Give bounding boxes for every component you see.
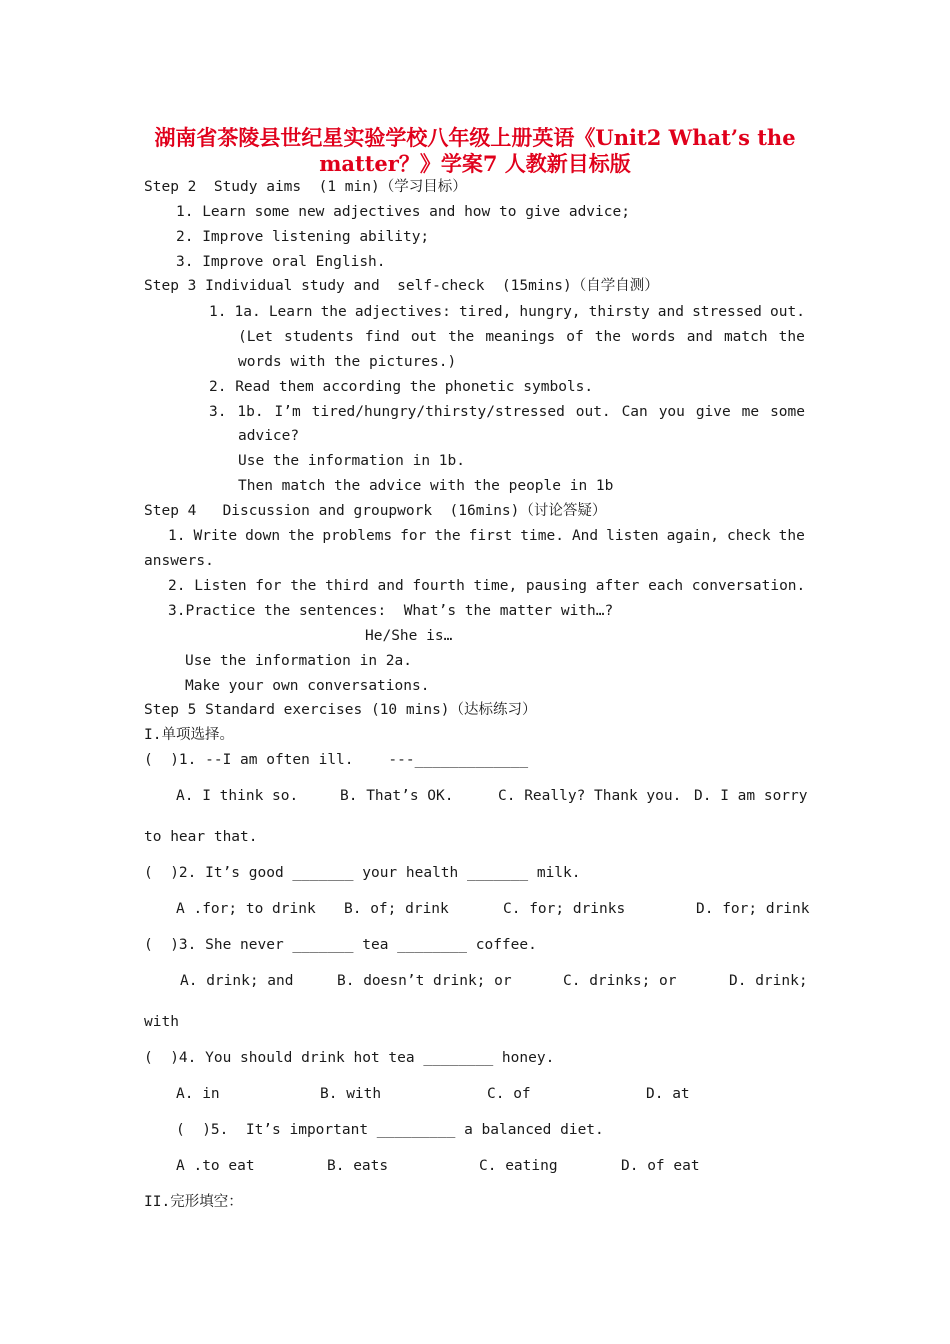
step4-item1-line2: answers. <box>144 553 214 569</box>
q2-option-a: A .for; to drink <box>176 901 316 917</box>
step3-item3-line3: Use the information in 1b. <box>238 453 465 469</box>
q1-option-d: D. I am sorry <box>694 788 808 804</box>
step2-item-2: 2. Improve listening ability; <box>176 229 430 245</box>
q5-option-c: C. eating <box>479 1158 558 1174</box>
q5-option-b: B. eats <box>327 1158 389 1174</box>
section-cloze: II.完形填空： <box>144 1194 243 1210</box>
q1-stem: ( )1. --I am often ill. ---_____________ <box>144 752 529 768</box>
q2-option-c: C. for; drinks <box>503 901 626 917</box>
q5-option-a: A .to eat <box>176 1158 255 1174</box>
q3-stem: ( )3. She never _______ tea ________ coffee. <box>144 937 537 953</box>
step3-item3-line1: 3. 1b. I’m tired/hungry/thirsty/stressed out. Can you give me some <box>209 404 805 420</box>
step4-item3-line4: Make your own conversations. <box>185 678 430 694</box>
q2-option-d: D. for; drink <box>696 901 810 917</box>
q4-option-c: C. of <box>487 1086 531 1102</box>
step3-item3-line2: advice? <box>238 428 300 444</box>
step4-item3-line3: Use the information in 2a. <box>185 653 412 669</box>
q1-option-d-cont: to hear that. <box>144 829 258 845</box>
step2-heading: Step 2 Study aims (1 min)（学习目标） <box>144 179 467 195</box>
q1-option-b: B. That’s OK. <box>340 788 454 804</box>
step4-heading: Step 4 Discussion and groupwork (16mins)（讨论答疑） <box>144 503 607 519</box>
q2-stem: ( )2. It’s good _______ your health _______ milk. <box>144 865 581 881</box>
step3-item1-line1: 1. 1a. Learn the adjectives: tired, hungry, thirsty and stressed out. <box>209 304 805 320</box>
step5-heading: Step 5 Standard exercises (10 mins)（达标练习） <box>144 702 537 718</box>
q4-option-a: A. in <box>176 1086 220 1102</box>
q2-option-b: B. of; drink <box>344 901 449 917</box>
step4-item2: 2. Listen for the third and fourth time, pausing after each conversation. <box>168 578 806 594</box>
title-line-2: matter？》学案7 人教新目标版 <box>319 151 631 176</box>
step3-item1-line3: words with the pictures.) <box>238 354 457 370</box>
q5-stem: ( )5. It’s important _________ a balanced diet. <box>176 1122 604 1138</box>
q3-option-c: C. drinks; or <box>563 973 677 989</box>
q5-option-d: D. of eat <box>621 1158 700 1174</box>
step4-item3-line1: 3.Practice the sentences: What’s the matter with…? <box>168 603 614 619</box>
step4-item3-line2: He/She is… <box>365 628 453 644</box>
q3-option-b: B. doesn’t drink; or <box>337 973 512 989</box>
q4-option-d: D. at <box>646 1086 690 1102</box>
q1-option-a: A. I think so. <box>176 788 299 804</box>
step4-item1-line1: 1. Write down the problems for the first time. And listen again, check the <box>168 528 805 544</box>
q3-option-d: D. drink; <box>729 973 808 989</box>
title-line-1: 湖南省茶陵县世纪星实验学校八年级上册英语《Unit2 What’s the <box>154 125 796 150</box>
step3-item3-line4: Then match the advice with the people in 1b <box>238 478 614 494</box>
step3-item1-line2: (Let students find out the meanings of the words and match the <box>238 329 805 345</box>
step2-item-3: 3. Improve oral English. <box>176 254 386 270</box>
section-multiple-choice: I.单项选择。 <box>144 727 234 743</box>
step3-heading: Step 3 Individual study and self-check (15mins)（自学自测） <box>144 278 659 294</box>
step2-item-1: 1. Learn some new adjectives and how to give advice; <box>176 204 630 220</box>
step3-item2: 2. Read them according the phonetic symbols. <box>209 379 594 395</box>
q3-option-d-cont: with <box>144 1014 179 1030</box>
q4-option-b: B. with <box>320 1086 382 1102</box>
q4-stem: ( )4. You should drink hot tea ________ honey. <box>144 1050 555 1066</box>
q1-option-c: C. Really? Thank you. <box>498 788 682 804</box>
q3-option-a: A. drink; and <box>180 973 294 989</box>
